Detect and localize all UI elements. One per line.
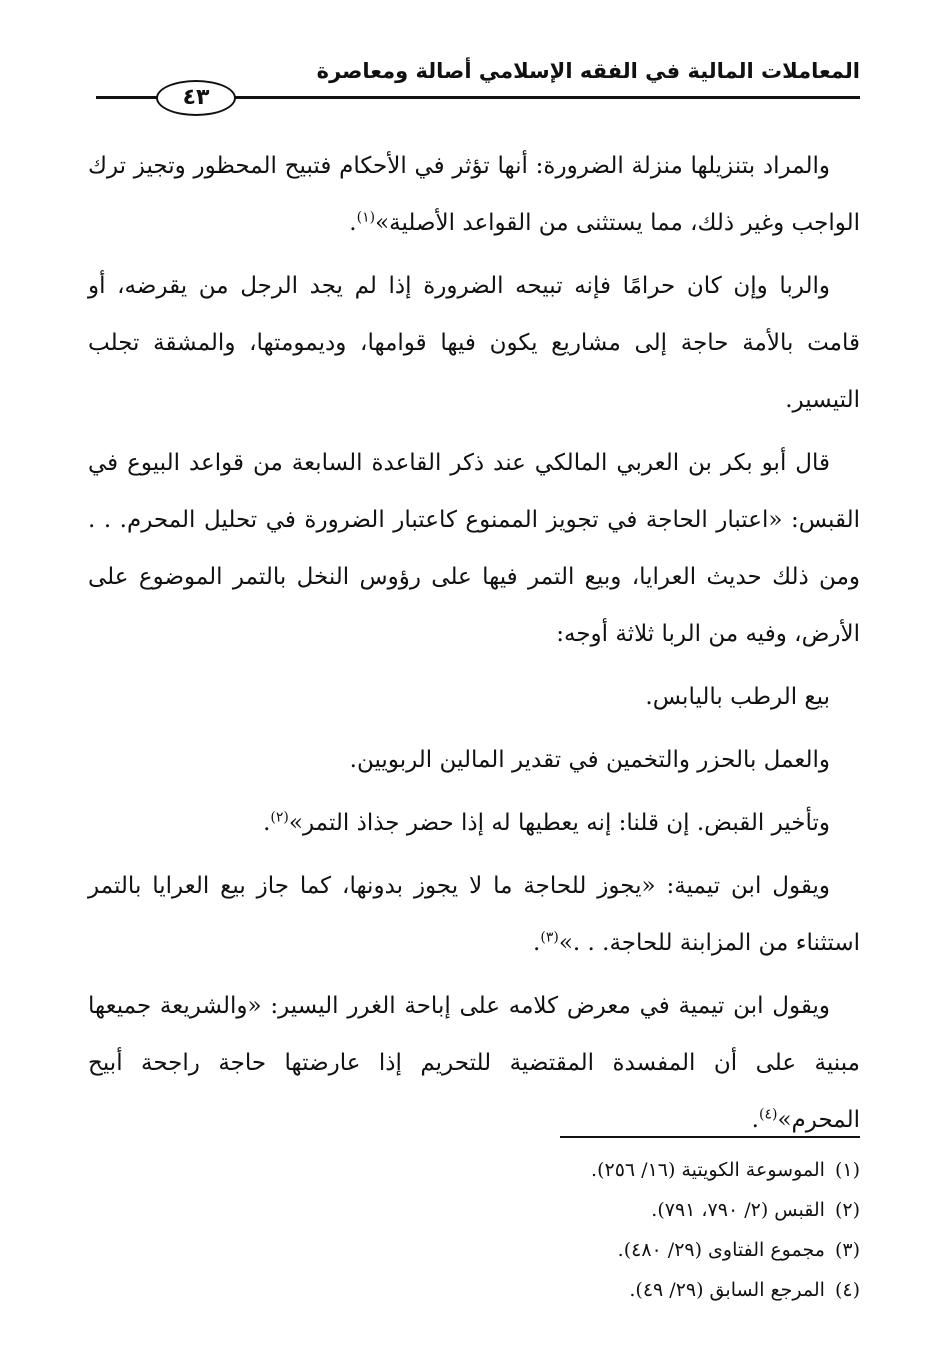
footnote-4 [300,1270,860,1310]
paragraph-4 [88,669,860,726]
footnote-number: (٤) [834,1279,860,1301]
footnote-number: (١) [834,1159,860,1181]
footnote-ref-1: (١) [356,209,376,226]
footnote-text: القبس (٢/ ٧٩٠، ٧٩١). [651,1199,825,1221]
paragraph-5 [88,732,860,789]
paragraph-2 [88,258,860,429]
paragraph-text: وتأخير القبض. إن قلنا: إنه يعطيها له إذا حضر جذاذ التمر» [288,810,830,836]
footnote-1 [300,1150,860,1190]
footnote-text: المرجع السابق (٢٩/ ٤٩). [629,1279,825,1301]
paragraph-text: بيع الرطب باليابس. [645,684,830,710]
page-number-text: ٤٣ [182,85,210,110]
footnote-3 [300,1230,860,1270]
footnote-ref-3: (٣) [540,929,559,946]
paragraph-text: ويقول ابن تيمية في معرض كلامه على إباحة الغرر اليسير: «والشريعة جميعها مبنية على أن المفسدة المقتضية للتحريم إذا عارضتها حاجة راجحة أبيح المحرم» [88,993,860,1133]
paragraph-8 [88,978,860,1149]
paragraph-text: والعمل بالحزر والتخمين في تقدير المالين الربويين. [349,747,830,773]
footnote-separator [560,1136,860,1138]
paragraph-text: والربا وإن كان حرامًا فإنه تبيحه الضرورة إذا لم يجد الرجل من يقرضه، أو قامت بالأمة حاجة إلى مشاريع يكون فيها قوامها، وديمومتها، والمشقة تجلب التيسير. [88,273,860,413]
footnote-2 [300,1190,860,1230]
footnotes [300,1150,860,1310]
footnote-number: (٣) [834,1239,860,1261]
paragraph-6 [88,795,860,852]
running-header-title: المعاملات المالية في الفقه الإسلامي أصالة ومعاصرة [316,59,860,83]
paragraph-7 [88,858,860,972]
paragraph-text: قال أبو بكر بن العربي المالكي عند ذكر القاعدة السابعة من قواعد البيوع في القبس: «اعتبار الحاجة في تجويز الممنوع كاعتبار الضرورة في تحليل المحرم. . . ومن ذلك حديث العرايا، وبيع التمر فيها على رؤوس النخل بالتمر الموضوع على الأرض، وفيه من الربا ثلاثة أوجه: [88,450,860,647]
footnote-number: (٢) [834,1199,860,1221]
page-number [156,80,236,116]
paragraph-text: ويقول ابن تيمية: «يجوز للحاجة ما لا يجوز بدونها، كما جاز بيع العرايا بالتمر استثناء من المزابنة للحاجة. . .» [88,873,860,956]
paragraph-end: . [349,210,357,236]
paragraph-text: والمراد بتنزيلها منزلة الضرورة: أنها تؤثر في الأحكام فتبيح المحظور وتجيز ترك الواجب وغير ذلك، مما يستثنى من القواعد الأصلية» [88,153,860,236]
footnote-ref-2: (٢) [270,809,289,826]
paragraph-1 [88,138,860,252]
paragraph-end: . [263,810,271,836]
main-text [88,138,860,1155]
footnote-text: مجموع الفتاوى (٢٩/ ٤٨٠). [617,1239,825,1261]
footnote-text: الموسوعة الكويتية (١٦/ ٢٥٦). [591,1159,825,1181]
paragraph-3 [88,435,860,663]
paragraph-end: . [751,1107,759,1133]
paragraph-end: . [533,930,541,956]
footnote-ref-4: (٤) [758,1106,778,1123]
